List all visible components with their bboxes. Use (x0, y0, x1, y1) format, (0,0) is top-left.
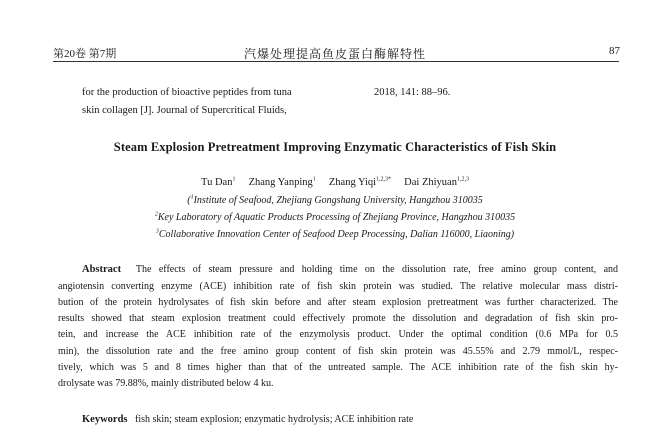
abstract-line: Abstract The effects of steam pressure and holding time on the dissolution rate, free amino group content, and (82, 264, 619, 275)
abstract-line: drolysate was 79.88%, mainly distributed below 4 ku. (58, 378, 274, 389)
page-number: 87 (609, 45, 620, 57)
abstract-line: tively, which was 5 and 8 times higher than that of the untreated sample. The ACE inhibition rate of the fish skin hy- (58, 362, 618, 373)
header-rule (53, 61, 619, 62)
abstract-line: angiotensin converting enzyme (ACE) inhibition rate of fish skin protein was studied. The relative molecular mass distri- (58, 281, 618, 292)
abstract-line: results showed that steam explosion treatment could effectively promote the dissolution and degradation of fish skin pro- (58, 313, 618, 324)
author-name: Zhang Yiqi (328, 177, 377, 188)
keywords (82, 414, 618, 425)
abstract-line: bution of the protein hydrolysates of fish skin before and after steam explosion pretreatment was further characterized. The (58, 297, 618, 308)
reference-line-1: for the production of bioactive peptides from tuna (82, 87, 292, 98)
keywords-label: Keywords (82, 414, 128, 425)
journal-volume-issue: 第20卷 第7期 (53, 48, 117, 60)
abstract-label: Abstract (82, 264, 122, 275)
reference-line-2: skin collagen [J]. Journal of Supercritical Fluids, (82, 105, 287, 116)
running-title: 汽爆处理提高鱼皮蛋白酶解特性 (243, 47, 426, 61)
affiliation-3: $^3$Collaborative Innovation Center of Seafood Deep Processing, Dalian 116000, Liaoning) (155, 228, 515, 240)
reference-line-3: 2018, 141: 88–96. (374, 87, 451, 98)
affiliation-1: ($^1$Institute of Seafood, Zhejiang Gongshang University, Hangzhou 310035 (187, 194, 483, 206)
author-sup: 1 (232, 176, 236, 183)
author-sup: 1,2,3 (456, 176, 469, 183)
author-name: Dai Zhiyuan (404, 177, 457, 188)
author-sup: 1 (312, 176, 316, 183)
affiliation-2: $^2$Key Laboratory of Aquatic Products Processing of Zhejiang Province, Hangzhou 310035 (154, 211, 516, 223)
keywords-text: fish skin; steam explosion; enzymatic hydrolysis; ACE inhibition rate (135, 414, 414, 425)
author-name: Tu Dan (201, 177, 233, 188)
author-name: Zhang Yanping (248, 177, 313, 188)
author-sup: 1,2,3* (376, 176, 392, 183)
author-list (0, 177, 670, 188)
abstract-line: tein, and increase the ACE inhibition rate of the enzymolysis product. Under the optimal condition (0.6 MPa for 0.5 (58, 329, 618, 340)
abstract-line: min), the dissolution rate and the free amino group content of fish skin protein was 45.55% and 2.79 mmol/L, respec- (58, 346, 618, 357)
paper-title: Steam Explosion Pretreatment Improving Enzymatic Characteristics of Fish Skin (113, 140, 557, 154)
